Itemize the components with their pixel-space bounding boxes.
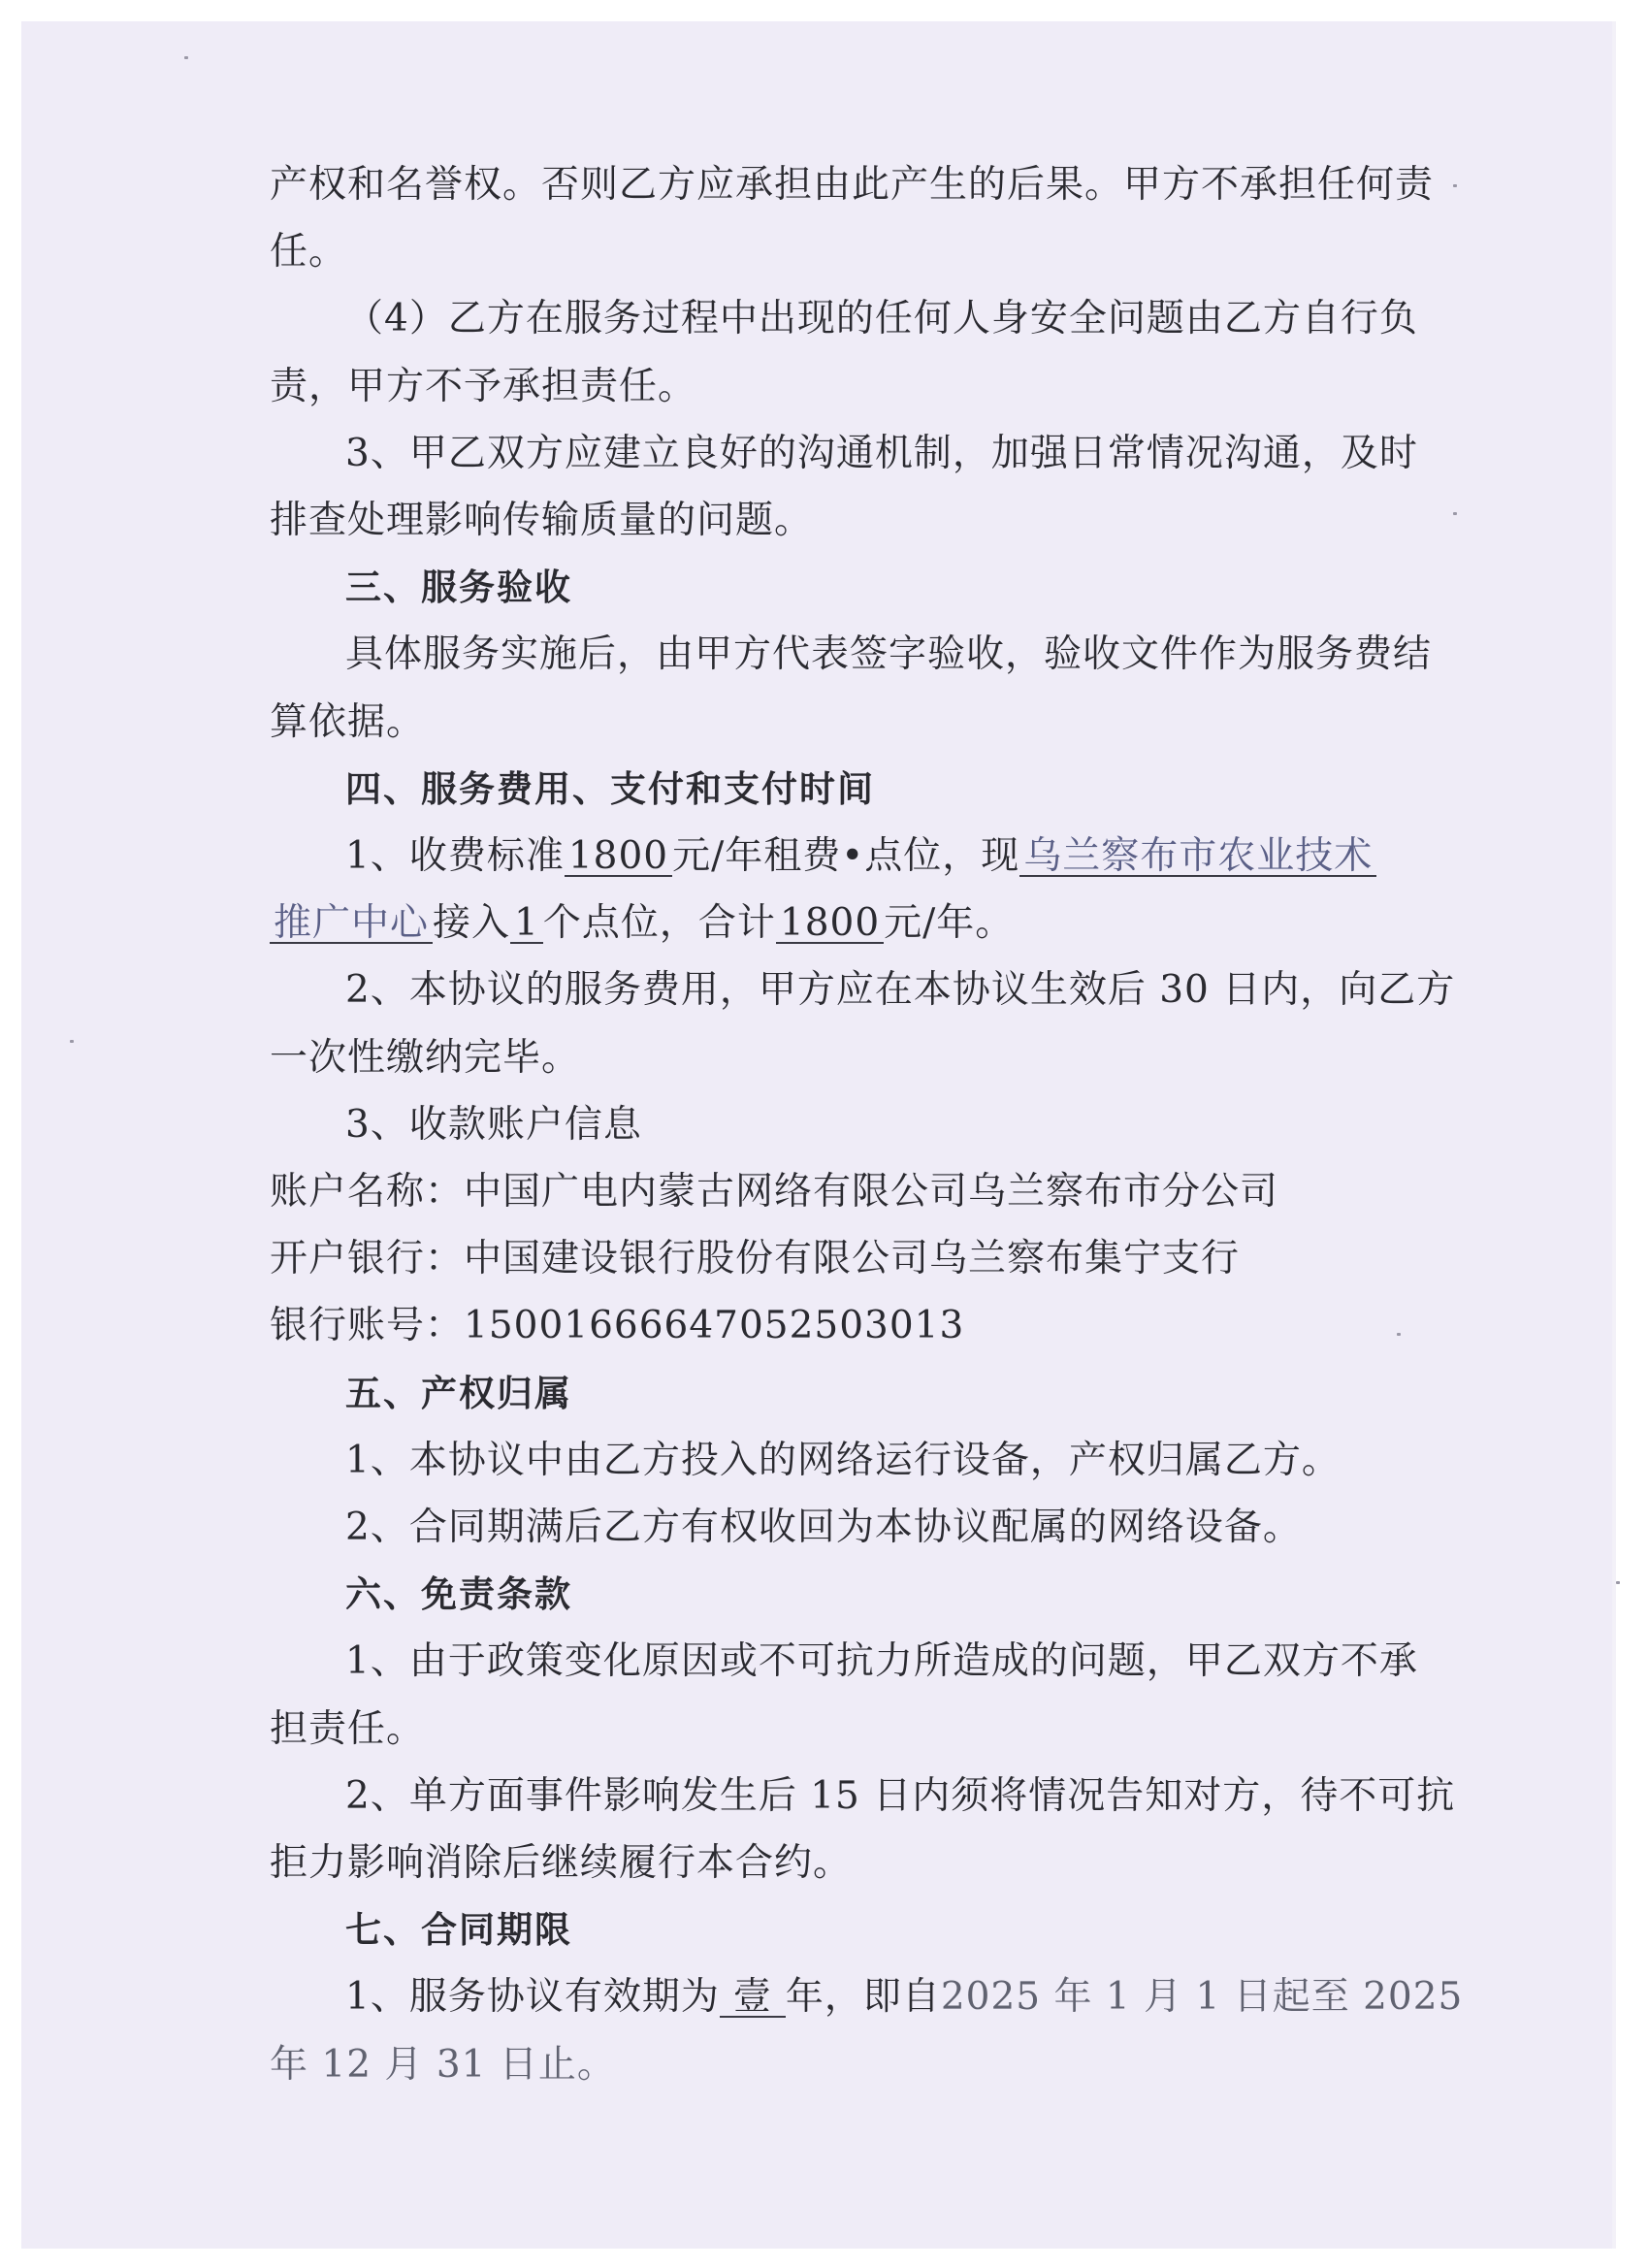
document-body xyxy=(270,151,1464,2098)
scan-speck xyxy=(1453,184,1457,187)
term-prefix: 1、服务协议有效期为 xyxy=(345,1975,720,2020)
paragraph-line: 担责任。 xyxy=(270,1706,426,1751)
paragraph-line: 任。 xyxy=(270,230,348,275)
paragraph-line: 3、收款账户信息 xyxy=(345,1102,642,1147)
paragraph-line: 2、单方面事件影响发生后 15 日内须将情况告知对方，待不可抗 xyxy=(345,1773,1456,1818)
scan-speck xyxy=(1616,1581,1620,1584)
paragraph-line: 责，甲方不予承担责任。 xyxy=(270,364,697,408)
section-heading: 四、服务费用、支付和支付时间 xyxy=(345,767,875,810)
scan-speck xyxy=(70,1040,74,1043)
paragraph-line: 2、本协议的服务费用，甲方应在本协议生效后 30 日内，向乙方 xyxy=(345,968,1456,1013)
fee-line-2 xyxy=(270,890,1403,956)
total-suffix: 元/年。 xyxy=(884,901,1015,946)
section-heading: 七、合同期限 xyxy=(345,1909,572,1952)
scan-speck xyxy=(184,56,188,59)
paragraph-line: 1、本协议中由乙方投入的网络运行设备，产权归属乙方。 xyxy=(345,1438,1341,1482)
scan-speck xyxy=(1453,512,1457,515)
total-field: 1800 xyxy=(776,904,884,944)
org-name-field-part1: 乌兰察布市农业技术 xyxy=(1019,837,1376,877)
account-name: 账户名称：中国广电内蒙古网络有限公司乌兰察布市分公司 xyxy=(270,1170,1279,1215)
paragraph-line: （4）乙方在服务过程中出现的任何人身安全问题由乙方自行负 xyxy=(345,297,1418,341)
fee-mid: 元/年租费•点位，现 xyxy=(672,834,1020,879)
term-line-2: 年 12 月 31 日止。 xyxy=(270,2042,616,2087)
fee-connect: 接入 xyxy=(433,901,511,946)
paragraph-line: 具体服务实施后，由甲方代表签字验收，验收文件作为服务费结 xyxy=(345,632,1433,677)
section-heading: 五、产权归属 xyxy=(345,1372,572,1414)
paragraph-line: 1、由于政策变化原因或不可抗力所造成的问题，甲乙双方不承 xyxy=(345,1639,1418,1684)
paragraph-line: 算依据。 xyxy=(270,699,426,744)
paragraph-line: 排查处理影响传输质量的问题。 xyxy=(270,499,814,543)
points-suffix: 个点位，合计 xyxy=(542,901,776,946)
bank-name: 开户银行：中国建设银行股份有限公司乌兰察布集宁支行 xyxy=(270,1237,1241,1281)
section-heading: 三、服务验收 xyxy=(345,567,572,609)
org-name-field-part2: 推广中心 xyxy=(270,904,433,944)
term-dates: 2025 年 1 月 1 日起至 2025 xyxy=(940,1975,1464,2020)
fee-rate-field: 1800 xyxy=(565,837,672,877)
paragraph-line: 2、合同期满后乙方有权收回为本协议配属的网络设备。 xyxy=(345,1506,1302,1550)
bank-account: 银行账号：15001666647052503013 xyxy=(270,1304,965,1348)
fee-line xyxy=(270,823,1403,890)
term-line xyxy=(270,1963,1464,2030)
paragraph-line: 一次性缴纳完毕。 xyxy=(270,1035,581,1080)
fee-prefix: 1、收费标准 xyxy=(345,834,565,879)
paragraph-line: 产权和名誉权。否则乙方应承担由此产生的后果。甲方不承担任何责 xyxy=(270,163,1435,207)
term-year-suffix: 年，即自 xyxy=(785,1975,941,2020)
paragraph-line: 3、甲乙双方应建立良好的沟通机制，加强日常情况沟通，及时 xyxy=(345,431,1418,475)
paragraph-line: 拒力影响消除后继续履行本合约。 xyxy=(270,1841,853,1886)
term-years-field: 壹 xyxy=(720,1978,786,2018)
section-heading: 六、免责条款 xyxy=(345,1573,572,1616)
points-field: 1 xyxy=(510,904,543,944)
